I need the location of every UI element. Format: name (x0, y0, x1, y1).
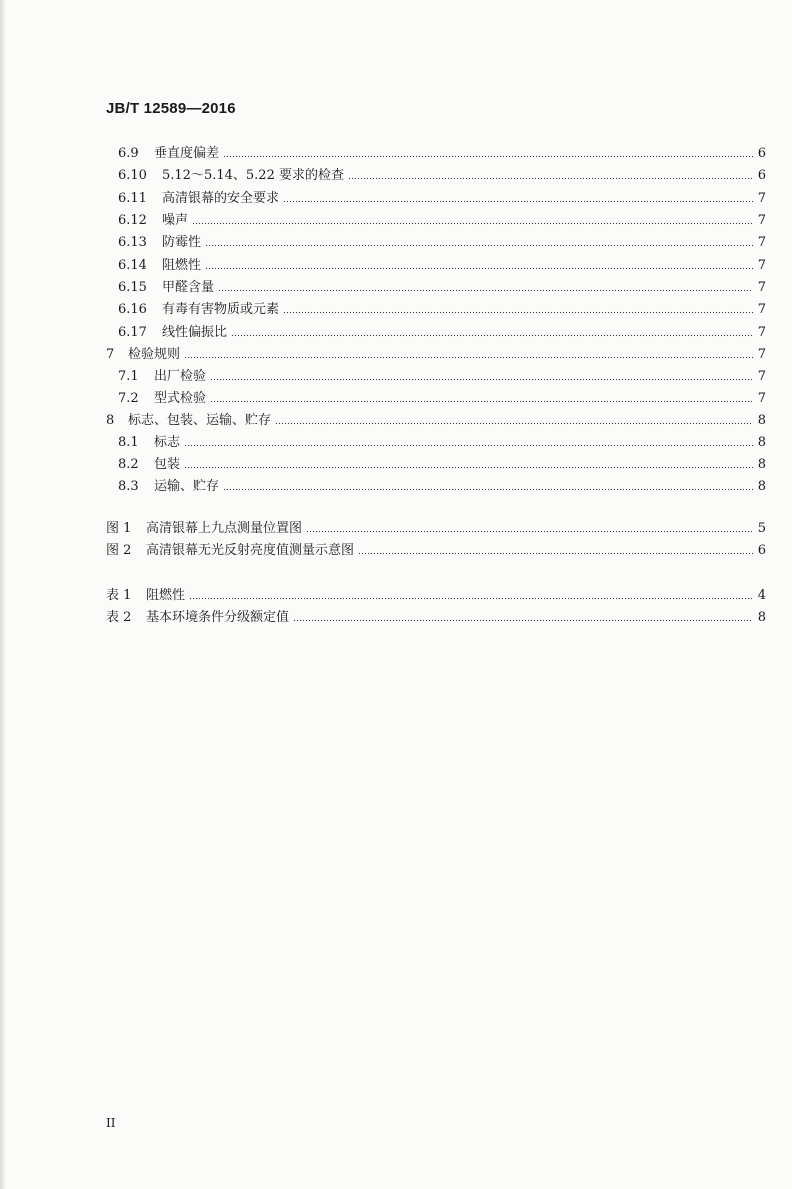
dot-leader (205, 267, 753, 270)
section-row[interactable] (118, 254, 766, 274)
dot-leader (205, 244, 753, 247)
section-page-number: 7 (757, 280, 766, 295)
dot-leader (223, 155, 753, 158)
section-row[interactable] (118, 365, 766, 385)
section-row[interactable] (118, 209, 766, 229)
chapter-page-number: 8 (757, 413, 766, 428)
dot-leader (358, 552, 753, 555)
section-row[interactable] (118, 321, 766, 341)
section-row[interactable] (118, 453, 766, 473)
section-number: 6.15 (118, 280, 147, 295)
section-page-number: 7 (757, 235, 766, 250)
chapter-number: 8 (106, 413, 115, 428)
section-title: 防霉性 (162, 235, 202, 250)
section-number: 6.14 (118, 258, 147, 273)
section-title: 运输、贮存 (154, 479, 220, 494)
section-number: 6.12 (118, 213, 147, 228)
section-number: 7.1 (118, 369, 139, 384)
figure-page-number: 5 (757, 521, 766, 536)
page-edge-shadow (0, 0, 6, 1189)
dot-leader (210, 400, 753, 403)
section-number: 8.2 (118, 457, 139, 472)
table-page-number: 8 (757, 610, 766, 625)
table-number: 表 1 (106, 588, 132, 603)
section-title: 包装 (154, 457, 181, 472)
section-page-number: 7 (757, 213, 766, 228)
section-title: 阻燃性 (162, 258, 202, 273)
table-title: 基本环境条件分级额定值 (146, 610, 290, 625)
table-number: 表 2 (106, 610, 132, 625)
section-title: 有毒有害物质或元素 (162, 302, 280, 317)
section-title: 型式检验 (154, 391, 207, 406)
section-number: 6.9 (118, 146, 139, 161)
section-page-number: 6 (757, 168, 766, 183)
dot-leader (283, 200, 753, 203)
dot-leader (283, 311, 753, 314)
chapter-row[interactable] (106, 409, 766, 429)
table-page-number: 4 (757, 588, 766, 603)
section-page-number: 8 (757, 479, 766, 494)
page-number: II (106, 1116, 116, 1130)
section-number: 6.11 (118, 191, 147, 206)
section-page-number: 7 (757, 302, 766, 317)
section-title: 噪声 (162, 213, 189, 228)
section-page-number: 7 (757, 258, 766, 273)
section-row[interactable] (118, 231, 766, 251)
section-page-number: 7 (757, 391, 766, 406)
figure-page-number: 6 (757, 543, 766, 558)
standard-number: JB/T 12589—2016 (106, 100, 236, 117)
section-title: 甲醛含量 (162, 280, 215, 295)
section-number: 6.13 (118, 235, 147, 250)
dot-leader (184, 466, 753, 469)
chapter-title: 检验规则 (128, 347, 181, 362)
dot-leader (275, 422, 753, 425)
section-page-number: 8 (757, 457, 766, 472)
table-row[interactable] (106, 606, 766, 626)
section-page-number: 7 (757, 369, 766, 384)
section-row[interactable] (118, 276, 766, 296)
dot-leader (223, 488, 753, 491)
dot-leader (189, 597, 753, 600)
dot-leader (218, 289, 753, 292)
figure-row[interactable] (106, 517, 766, 537)
table-row[interactable] (106, 584, 766, 604)
section-page-number: 7 (757, 191, 766, 206)
section-number: 6.17 (118, 325, 147, 340)
dot-leader (184, 444, 753, 447)
dot-leader (306, 530, 753, 533)
figure-number: 图 1 (106, 521, 132, 536)
dot-leader (293, 619, 753, 622)
section-title: 出厂检验 (154, 369, 207, 384)
figure-row[interactable] (106, 539, 766, 559)
section-title: 垂直度偏差 (154, 146, 220, 161)
section-page-number: 6 (757, 146, 766, 161)
section-row[interactable] (118, 298, 766, 318)
section-title: 标志 (154, 435, 181, 450)
dot-leader (348, 177, 753, 180)
dot-leader (231, 334, 753, 337)
dot-leader (192, 222, 753, 225)
table-title: 阻燃性 (146, 588, 186, 603)
chapter-title: 标志、包装、运输、贮存 (128, 413, 272, 428)
section-number: 7.2 (118, 391, 139, 406)
chapter-row[interactable] (106, 343, 766, 363)
section-number: 8.3 (118, 479, 139, 494)
section-row[interactable] (118, 475, 766, 495)
section-number: 6.16 (118, 302, 147, 317)
section-row[interactable] (118, 142, 766, 162)
section-title: 线性偏振比 (162, 325, 228, 340)
section-number: 8.1 (118, 435, 139, 450)
chapter-number: 7 (106, 347, 115, 362)
section-row[interactable] (118, 387, 766, 407)
section-row[interactable] (118, 431, 766, 451)
section-title: 高清银幕的安全要求 (162, 191, 280, 206)
figure-title: 高清银幕无光反射亮度值测量示意图 (146, 543, 355, 558)
dot-leader (210, 378, 753, 381)
section-page-number: 7 (757, 325, 766, 340)
section-row[interactable] (118, 187, 766, 207)
section-page-number: 8 (757, 435, 766, 450)
figure-title: 高清银幕上九点测量位置图 (146, 521, 303, 536)
section-number: 6.10 (118, 168, 147, 183)
section-title: 5.12～5.14、5.22 要求的检查 (162, 168, 344, 183)
figure-number: 图 2 (106, 543, 132, 558)
dot-leader (184, 356, 753, 359)
section-row[interactable] (118, 164, 766, 184)
chapter-page-number: 7 (757, 347, 766, 362)
